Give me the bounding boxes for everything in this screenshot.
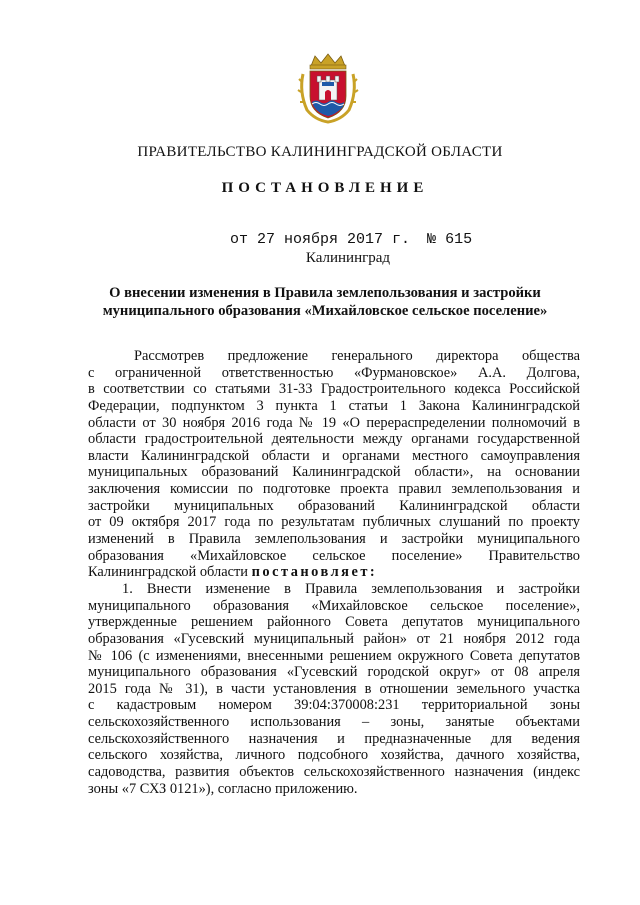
city: Калининград — [305, 250, 391, 266]
subject-line: муниципального образования «Михайловское сельское поселение» — [102, 303, 548, 319]
body-line: утвержденные решением районного Совета депутатов муниципального — [88, 614, 580, 631]
decree-word: постановляет: — [251, 564, 378, 581]
subject-line: О внесении изменения в Правила землепользования и застройки — [109, 285, 541, 301]
document-type: ПОСТАНОВЛЕНИЕ — [221, 180, 429, 196]
government-title: ПРАВИТЕЛЬСТВО КАЛИНИНГРАДСКОЙ ОБЛАСТИ — [137, 144, 503, 160]
body-line: с кадастровым номером 39:04:370008:231 территориальной зоны — [88, 697, 580, 714]
body-line: муниципальных образований Калининградской области», на основании — [88, 464, 580, 481]
number-label: № — [427, 231, 437, 248]
body-line: сельскохозяйственного использования – зоны, занятые объектами — [88, 714, 580, 731]
coat-of-arms-icon — [297, 52, 359, 124]
body-line: сельского хозяйства, личного подсобного хозяйства, дачного хозяйства, — [88, 747, 580, 764]
body-line: власти Калининградской области и органами местного самоуправления — [88, 447, 580, 464]
body-line: 2015 года № 31), в части установления в отношении земельного участка — [88, 680, 580, 697]
body-line: изменений в Правила землепользования и застройки муниципального — [88, 531, 580, 548]
decree-date: 27 ноября 2017 г. — [257, 231, 411, 248]
body-line: Калининградской области — [88, 564, 248, 581]
date-number-line — [230, 231, 472, 248]
body-line: с ограниченной ответственностью «Фурмановское» А.А. Долгова, — [88, 364, 580, 381]
date-prefix: от — [230, 231, 249, 248]
body-line: муниципального образования «Гусевский городской округ» от 08 апреля — [88, 664, 580, 681]
body-line: области от 30 ноября 2016 года № 19 «О перераспределении полномочий в — [88, 414, 580, 431]
body-line: садоводства, развития объектов сельскохозяйственного назначения (индекс — [88, 764, 580, 781]
body-line: 1. Внести изменение в Правила землепользования и застройки — [122, 580, 580, 597]
body-line: образования «Михайловское сельское поселение» Правительство — [88, 547, 580, 564]
body-line: зоны «7 СХЗ 0121»), согласно приложению. — [88, 780, 358, 797]
document-body — [88, 348, 580, 797]
body-line: заключения комиссии по подготовке проекта правил землепользования и — [88, 481, 580, 498]
body-line: образования «Гусевский муниципальный район» от 21 ноября 2012 года — [88, 630, 580, 647]
body-line: № 106 (с изменениями, внесенными решением окружного Совета депутатов — [88, 647, 580, 664]
body-line: от 09 октября 2017 года по результатам публичных слушаний по проекту — [88, 514, 580, 531]
decree-number: 615 — [445, 231, 473, 248]
body-line: муниципального образования «Михайловское сельское поселение», — [88, 597, 580, 614]
body-line: сельскохозяйственного назначения и предназначенные для ведения — [88, 730, 580, 747]
document-subject — [80, 284, 570, 320]
body-line: в соответствии со статьями 31-33 Градостроительного кодекса Российской — [88, 381, 580, 398]
body-line: застройки муниципальных образований Калининградской области — [88, 497, 580, 514]
body-line: Рассмотрев предложение генерального директора общества — [134, 348, 580, 364]
body-line: Федерации, подпунктом 3 пункта 1 статьи 1 Закона Калининградской — [88, 397, 580, 414]
body-line: области градостроительной деятельности между органами государственной — [88, 431, 580, 448]
body-line-with-decree-word — [88, 564, 580, 581]
